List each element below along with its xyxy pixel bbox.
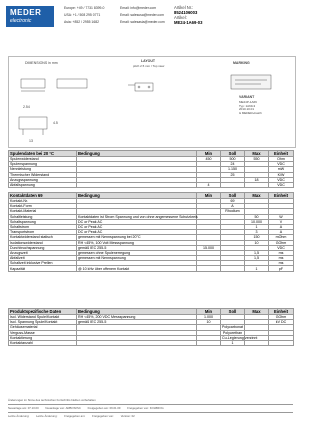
footer-cell: Neuanlage am: 07.10.00 — [8, 406, 39, 410]
layout-sub-label: pitch 2.5 mm / Top view — [133, 64, 165, 68]
variant-note: Typ: 1A69-3 — [239, 103, 256, 108]
footer — [8, 398, 293, 418]
table-cell: 1,5 — [245, 250, 269, 255]
table-cell: 1.000 — [197, 315, 221, 320]
table-cell — [197, 266, 221, 271]
table-cell: 25 — [221, 172, 245, 177]
table-header-cell: Min — [197, 193, 221, 199]
table-cell: gemäß IEC 255-5 — [77, 320, 197, 325]
dimension-b: 4.5 — [53, 121, 58, 125]
article-name-value: ME24-1A69-03 — [174, 20, 203, 25]
table-cell — [245, 340, 269, 345]
table-cell: VDC — [269, 177, 294, 182]
table-cell: VDC — [269, 182, 294, 187]
table-cell: 450 — [197, 157, 221, 162]
table-header-cell: Spulendaten bei 20 °C — [9, 151, 77, 157]
table-header-cell: Max — [245, 151, 269, 157]
table-cell: A — [269, 224, 294, 229]
table-cell: A — [269, 230, 294, 235]
table-cell: Cu-Legierung verzinnt — [222, 335, 258, 340]
table-cell: gemessen mit Nennspannung — [77, 256, 197, 261]
table-cell: kV DC — [269, 320, 294, 325]
spulendaten-table — [8, 150, 294, 188]
footer-cell: Freigegeben am: 09.01.09 — [87, 406, 121, 410]
table-cell: DC or Peak AC — [77, 219, 197, 224]
table-header-cell: Einheit — [269, 193, 294, 199]
table-cell: Durchbruchspannung — [9, 245, 77, 250]
article-number-label: Artikel Nr.: — [174, 5, 194, 10]
table-cell: GOhm — [269, 240, 294, 245]
table-cell: Kapazität — [9, 266, 77, 271]
contact-info — [64, 5, 165, 26]
contact-row — [64, 12, 164, 19]
table-cell: Kontaktanzahl — [9, 340, 77, 345]
table-row — [9, 340, 294, 345]
kontaktdaten-table — [8, 192, 294, 272]
table-cell: 3 — [245, 230, 269, 235]
table-cell: 15.000 — [197, 245, 221, 250]
footer-cell: Freigegeben am: — [64, 414, 86, 418]
table-cell — [77, 340, 197, 345]
table-cell: 1 — [221, 340, 245, 345]
table-cell: DC or Peak AC — [77, 230, 197, 235]
table-header-cell: Soll — [221, 151, 245, 157]
table-header-cell: Einheit — [269, 151, 294, 157]
table-cell: Abfallzeit — [9, 256, 77, 261]
table-cell: gemessen ohne Spulenerregung — [77, 250, 197, 255]
table-cell: Thermischer Widerstand — [9, 172, 77, 177]
table-cell: Polyurethan — [221, 330, 245, 335]
table-cell: Rhodium — [221, 209, 245, 214]
contact-row — [64, 19, 165, 26]
produkt-body — [9, 309, 294, 346]
table-cell: 500 — [221, 157, 245, 162]
table-cell: 10 — [245, 240, 269, 245]
table-cell: Kontakt-Nr. — [9, 199, 77, 204]
table-cell — [221, 182, 245, 187]
table-header-cell: Bedingung — [77, 151, 197, 157]
table-cell: Isol. Spannung Spule/Kontakt — [9, 320, 77, 325]
dimension-c: 13 — [29, 139, 33, 143]
article-number-value: 8524106003 — [174, 10, 198, 15]
footer-row — [8, 412, 293, 418]
table-header-cell: Produktspezifische Daten — [9, 309, 77, 315]
contact-phone: Europe: +49 / 7731 8399-0 — [64, 6, 105, 10]
table-cell: Gehäusematerial — [9, 325, 77, 330]
meder-logo — [6, 6, 54, 27]
table-cell: K/W — [269, 172, 294, 177]
table-cell: Abfallspannung — [9, 182, 77, 187]
table-row — [9, 266, 294, 271]
footer-cell: Letzte Änderung: — [8, 414, 30, 418]
article-info — [174, 5, 284, 25]
variant-notes — [239, 101, 262, 115]
table-cell: Nennleistung — [9, 167, 77, 172]
table-cell: mOhm — [269, 235, 294, 240]
table-cell: Polycarbonat — [222, 325, 243, 330]
table-cell: Schaltzeit inklusive Prellen — [9, 261, 77, 266]
table-cell: 4 — [197, 182, 221, 187]
table-cell: 10 — [197, 320, 221, 325]
table-cell: Anzugszeit — [9, 250, 77, 255]
table-cell: Transportstrom — [9, 230, 77, 235]
table-cell: Ohm — [269, 157, 294, 162]
table-header-cell: Einheit — [269, 309, 294, 315]
contact-phone: Asia: +852 / 2955 1682 — [64, 20, 99, 24]
table-cell: 18 — [245, 177, 269, 182]
table-cell: VDC — [269, 245, 294, 250]
table-cell: Anzugsspannung — [9, 177, 77, 182]
kontakt-body — [9, 193, 294, 272]
table-header-cell: Bedingung — [77, 193, 197, 199]
table-cell — [221, 266, 245, 271]
variant-label: VARIANT — [239, 95, 255, 99]
footer-note: Änderungen im Sinne des technischen Fortschritts bleiben vorbehalten — [8, 398, 96, 402]
table-cell: Kontakt-Form — [9, 204, 77, 209]
footer-cell: Letzte Änderung: — [36, 414, 58, 418]
contact-email[interactable]: Email: info@meder.com — [120, 6, 157, 10]
table-cell: VDC — [269, 162, 294, 167]
table-cell: Kontaktierung — [9, 335, 77, 340]
table-cell — [77, 182, 197, 187]
table-cell: V — [269, 219, 294, 224]
table-cell: mW — [269, 167, 294, 172]
table-header-cell: Soll — [221, 193, 245, 199]
table-cell: Spulenwiderstand — [9, 157, 77, 162]
table-cell: 1,5 — [245, 256, 269, 261]
contact-row — [64, 5, 157, 12]
table-cell: Spulenspannung — [9, 162, 77, 167]
contact-phone: USA: +1 / 508 295 0771 — [64, 13, 101, 17]
variant-note: & MEDER+batch — [239, 110, 262, 115]
table-cell: ms — [269, 250, 294, 255]
table-cell: RH <45%, 200 VDC Messspannung — [77, 315, 197, 320]
table-cell: Kontakt-Material — [9, 209, 77, 214]
table-header-cell: Min — [197, 309, 221, 315]
table-cell: 1 — [245, 266, 269, 271]
produktdaten-table — [8, 308, 294, 346]
table-cell: Schaltspannung — [9, 219, 77, 224]
table-cell: Schaltstrom — [9, 224, 77, 229]
table-cell: Kontaktdaten ist Strom Spannung und von ohne angemessene Schutzkreis — [78, 214, 198, 219]
table-header-cell: Soll — [221, 309, 245, 315]
contact-email[interactable]: Email: salesusa@meder.com — [120, 13, 164, 17]
technical-drawing — [8, 56, 296, 148]
table-cell: Isol. Widerstand Spule/Kontakt — [9, 315, 77, 320]
table-cell — [197, 340, 221, 345]
table-cell: gemessen mit Nennspannung bei 20°C — [77, 235, 197, 240]
footer-cell: Neuanlage von: ARBOS/ISC — [45, 406, 81, 410]
layout-label: LAYOUT — [141, 59, 156, 63]
footer-cell: Version: 02 — [120, 414, 135, 418]
footer-cell: Freigegeben von: — [92, 414, 114, 418]
dimensions-label: DIMENSIONS in mm — [25, 61, 58, 65]
table-cell: Verguss-Masse — [9, 330, 77, 335]
variant-note: 2010.10.01 — [239, 107, 255, 112]
table-cell: 150 — [245, 235, 269, 240]
table-cell: 550 — [245, 157, 269, 162]
table-cell: Kontaktwiderstand statisch — [9, 235, 77, 240]
spule-body — [9, 151, 294, 188]
footer-row — [8, 404, 293, 410]
table-cell: RH <45%, 100 Volt Messspannung — [77, 240, 197, 245]
table-cell: 24 — [221, 162, 245, 167]
table-cell: Schaltleistung — [9, 214, 77, 219]
table-header-cell: Max — [245, 309, 269, 315]
marking-label: MARKING — [233, 61, 250, 65]
table-cell: 50 — [245, 214, 269, 219]
contact-email[interactable]: Email: salesasia@meder.com — [120, 20, 165, 24]
table-cell: A — [221, 204, 245, 209]
table-cell: W — [269, 214, 294, 219]
table-cell: GOhm — [269, 315, 294, 320]
table-cell: gemäß IEC 255-5 — [77, 245, 197, 250]
table-cell: ms — [269, 261, 294, 266]
table-cell: pF — [269, 266, 294, 271]
table-cell: @ 10 kHz über offenem Kontakt — [77, 266, 197, 271]
table-header-cell: Max — [245, 193, 269, 199]
table-header-cell: Bedingung — [77, 309, 197, 315]
article-name-label: Artikel: — [174, 15, 187, 20]
table-header-cell: Kontaktdaten 69 — [9, 193, 77, 199]
dimension-a: 2.54 — [23, 105, 30, 109]
table-cell: DC or Peak AC — [77, 224, 197, 229]
variant-note: ME24P-1A69 — [239, 100, 257, 104]
table-cell: 1 — [245, 224, 269, 229]
table-cell — [269, 340, 294, 345]
table-cell — [245, 182, 269, 187]
table-cell: ms — [269, 256, 294, 261]
table-cell: 1.150 — [221, 167, 245, 172]
table-cell: 69 — [221, 199, 245, 204]
logo-text: MEDER — [10, 8, 42, 17]
logo-subtext: electronic — [10, 18, 32, 24]
table-header-cell: Min — [197, 151, 221, 157]
table-cell: Isolationswiderstand — [9, 240, 77, 245]
table-cell: 10.000 — [245, 219, 269, 224]
footer-cell: Freigegeben von: KOLBROG — [127, 406, 164, 410]
table-row — [9, 182, 294, 187]
